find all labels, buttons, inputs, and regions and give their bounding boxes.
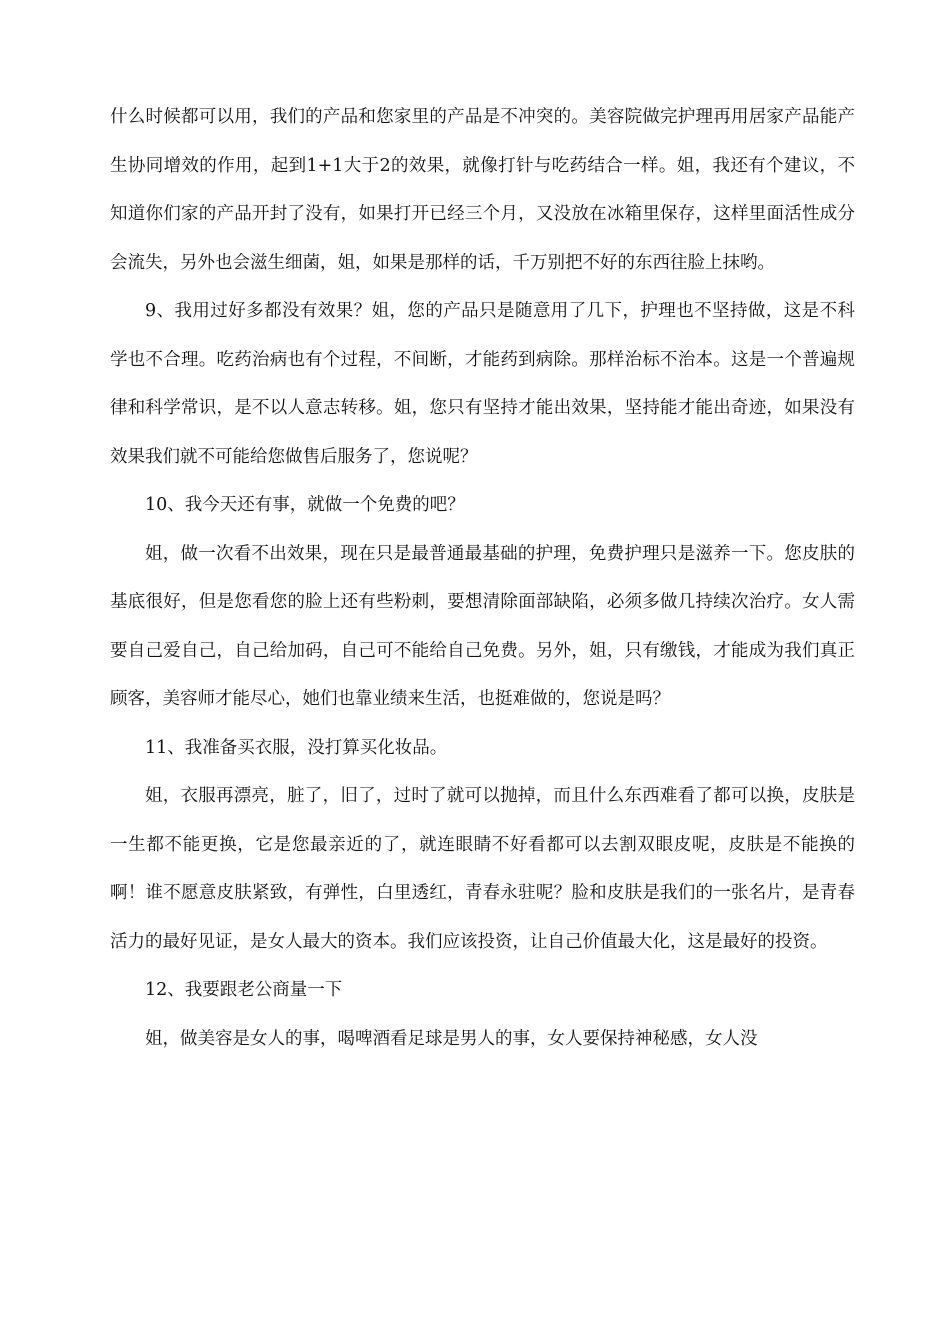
heading-faq-11: 11、我准备买衣服，没打算买化妆品。 bbox=[145, 737, 448, 758]
paragraph-continued: 什么时候都可以用，我们的产品和您家里的产品是不冲突的。美容院做完护理再用居家产品能产生协同增效的作用，起到1+1大于2的效果，就像打针与吃药结合一样。姐，我还有个建议，不知道你们家的产品开封了没有，如果打开已经三个月，又没放在冰箱里保存，这样里面活性成分会流失，另外也会滋生细菌，姐，如果是那样的话，千万别把不好的东西往脸上抹哟。 bbox=[110, 107, 855, 273]
paragraph-answer-12: 姐，做美容是女人的事，喝啤酒看足球是男人的事，女人要保持神秘感，女人没 bbox=[145, 1028, 758, 1049]
paragraph-answer-10: 姐，做一次看不出效果，现在只是最普通最基础的护理，免费护理只是滋养一下。您皮肤的基底很好，但是您看您的脸上还有些粉刺，要想清除面部缺陷，必须多做几持续次治疗。女人需要自己爱自己，自己给加码，自己可不能给自己免费。另外，姐，只有缴钱，才能成为我们真正顾客，美容师才能尽心，她们也靠业绩来生活，也挺难做的，您说是吗？ bbox=[110, 543, 855, 709]
heading-faq-12: 12、我要跟老公商量一下 bbox=[145, 980, 343, 1000]
paragraph-answer-11: 姐，衣服再漂亮，脏了，旧了，过时了就可以抛掉，而且什么东西难看了都可以换，皮肤是一生都不能更换，它是您最亲近的了，就连眼睛不好看都可以去割双眼皮呢，皮肤是不能换的啊！谁不愿意皮肤紧致，有弹性，白里透红，青春永驻呢？脸和皮肤是我们的一张名片，是青春活力的最好见证，是女人最大的资本。我们应该投资，让自己价值最大化，这是最好的投资。 bbox=[110, 786, 855, 952]
document-body bbox=[110, 93, 855, 1063]
paragraph-faq-9: 9、我用过好多都没有效果？姐，您的产品只是随意用了几下，护理也不坚持做，这是不科学也不合理。吃药治病也有个过程，不间断，才能药到病除。那样治标不治本。这是一个普遍规律和科学常识，是不以人意志转移。姐，您只有坚持才能出效果，坚持能才能出奇迹，如果没有效果我们就不可能给您做售后服务了，您说呢？ bbox=[110, 301, 855, 467]
heading-faq-10: 10、我今天还有事，就做一个免费的吧？ bbox=[145, 495, 465, 515]
